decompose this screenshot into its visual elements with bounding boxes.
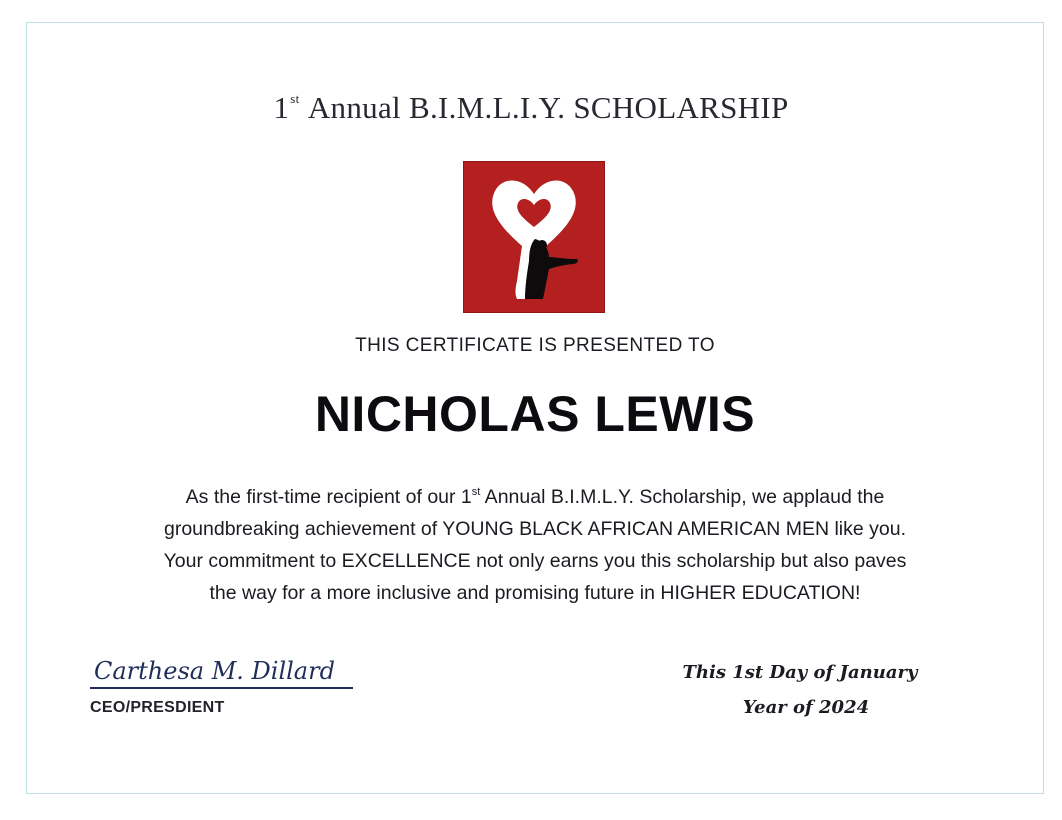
heading-title: Annual B.I.M.L.I.Y. SCHOLARSHIP [307, 90, 789, 125]
presented-to-label: THIS CERTIFICATE IS PRESENTED TO [355, 335, 715, 356]
body-line-1 [60, 476, 1010, 513]
signature: Carthesa M. Dillard [90, 655, 353, 689]
recipient-name: NICHOLAS LEWIS [314, 386, 756, 442]
certificate-heading [0, 90, 1062, 126]
date-line-year: Year of 2024 [742, 697, 870, 718]
signer-title: CEO/PRESDIENT [90, 699, 225, 716]
certificate-body [60, 476, 1010, 609]
date-block [680, 662, 920, 718]
body-line-2: groundbreaking achievement of YOUNG BLACK AFRICAN AMERICAN MEN like you. [163, 518, 907, 540]
signature-block [90, 655, 353, 717]
body-line-1-end: Annual B.I.M.L.Y. Scholarship, we applaud the [480, 486, 885, 508]
body-ordinal-suffix: st [471, 486, 481, 498]
body-line-3: Your commitment to EXCELLENCE not only earns you this scholarship but also paves [163, 550, 907, 572]
heart-with-figure-logo [463, 161, 605, 313]
body-line-1-start: As the first-time recipient of our 1 [185, 486, 472, 508]
heading-ordinal-suffix: st [290, 91, 300, 106]
body-line-4: the way for a more inclusive and promising future in HIGHER EDUCATION! [209, 582, 861, 604]
date-line-day: This 1st Day of January [682, 662, 918, 683]
heading-ordinal-number: 1 [273, 90, 290, 125]
